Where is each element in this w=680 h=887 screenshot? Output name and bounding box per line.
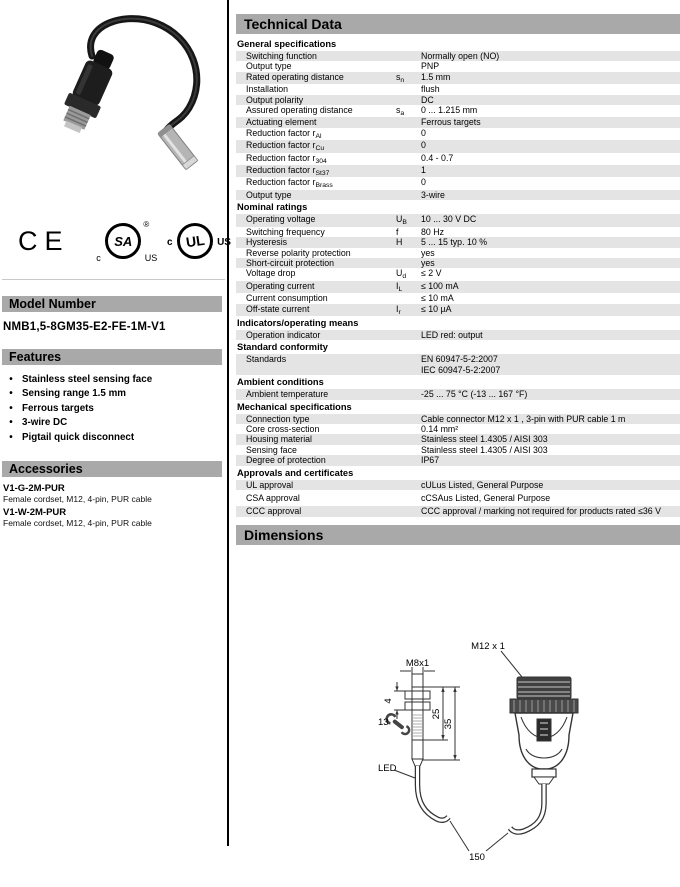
dimension-drawing [336, 637, 641, 887]
feature-bullet: • [9, 431, 13, 443]
spec-row [236, 153, 680, 165]
ul-c-label: c [166, 237, 173, 248]
spec-row [236, 493, 680, 503]
spec-row [236, 424, 680, 434]
csa-mark-icon [96, 220, 158, 263]
spec-label-subscript: St37 [315, 170, 330, 178]
feature-text: 3-wire DC [22, 417, 68, 429]
accessory-item [3, 483, 227, 504]
spec-label: Reduction factor $r_{Al}$ [246, 127, 322, 140]
spec-value: 0 [421, 127, 426, 138]
accessories-list [3, 483, 227, 528]
spec-label: Operating voltage [246, 214, 316, 225]
feature-item [0, 416, 227, 430]
spec-row [236, 506, 680, 516]
spec-group-header: Mechanical specifications [237, 401, 352, 412]
feature-item [0, 402, 227, 416]
spec-symbol-subscript: n [400, 76, 405, 84]
feature-text: Pigtail quick disconnect [22, 431, 135, 443]
dimensions-header: Dimensions [236, 525, 680, 545]
spec-row [236, 117, 680, 127]
spec-label: Reduction factor $r_{St37}$ [246, 165, 330, 178]
spec-label: CCC approval [246, 506, 302, 517]
spec-row [236, 248, 680, 258]
spec-symbol: f [396, 226, 399, 237]
dim-label-m12: M12 x 1 [471, 640, 505, 652]
features-list [0, 373, 227, 445]
accessory-item [3, 507, 227, 528]
dim-label-led: LED [378, 762, 397, 774]
spec-value: Normally open (NO) [421, 51, 500, 61]
spec-value: yes [421, 247, 435, 258]
separator [2, 279, 225, 280]
spec-value: 10 ... 30 V DC [421, 214, 477, 225]
spec-label: Housing material [246, 434, 313, 445]
spec-row [236, 190, 680, 200]
accessory-description: Female cordset, M12, 4-pin, PUR cable [3, 494, 152, 505]
spec-group-header: Indicators/operating means [237, 317, 359, 328]
spec-label: Assured operating distance [246, 105, 353, 116]
spec-value: CCC approval / marking not required for products rated ≤36 V [421, 506, 662, 517]
m12-connector [56, 45, 123, 137]
spec-label: Operation indicator [246, 329, 321, 340]
spec-value: LED red: output [421, 329, 483, 340]
model-number: NMB1,5-8GM35-E2-FE-1M-V1 [3, 321, 166, 333]
dim-label-13: 13 [378, 716, 389, 728]
spec-group-header: General specifications [237, 39, 337, 49]
spec-label-subscript: 304 [315, 157, 327, 165]
spec-row [236, 268, 680, 280]
dim-label-35: 35 [443, 718, 454, 730]
spec-label: Sensing face [246, 444, 297, 455]
ul-mark-icon [166, 223, 231, 259]
spec-value: ≤ 10 mA [421, 293, 454, 304]
spec-symbol: $I_r$ [396, 303, 401, 316]
spec-label: Output polarity [246, 94, 304, 105]
spec-value: 0.4 - 0.7 [421, 152, 454, 163]
spec-row [236, 237, 680, 247]
spec-label: CSA approval [246, 493, 300, 503]
spec-row [236, 414, 680, 424]
csa-registered-symbol: ® [143, 220, 150, 229]
feature-bullet: • [9, 374, 13, 385]
spec-value: ≤ 100 mA [421, 280, 459, 291]
spec-value: EN 60947-5-2:2007 IEC 60947-5-2:2007 [421, 354, 501, 375]
spec-label: Operating current [246, 280, 315, 291]
spec-label: Core cross-section [246, 423, 320, 434]
feature-bullet: • [9, 402, 13, 414]
spec-row [236, 434, 680, 444]
spec-label: Installation [246, 84, 289, 95]
spec-symbol-subscript: r [398, 308, 401, 316]
spec-label: Off-state current [246, 303, 310, 314]
spec-row [236, 304, 680, 316]
spec-label: Reverse polarity protection [246, 247, 351, 258]
technical-data-header: Technical Data [236, 14, 680, 34]
spec-group-header: Nominal ratings [237, 202, 308, 213]
wrench-icon [385, 712, 411, 735]
spec-row [236, 95, 680, 105]
spec-label: Rated operating distance [246, 71, 344, 82]
spec-label-subscript: Cu [315, 145, 325, 153]
spec-value: ≤ 10 µA [421, 303, 452, 314]
spec-value: 1 [421, 165, 426, 176]
feature-text: Sensing range 1.5 mm [22, 388, 126, 400]
spec-label: Output type [246, 61, 292, 72]
spec-value: PNP [421, 61, 440, 72]
spec-label: Switching function [246, 51, 317, 61]
dim-label-m8: M8x1 [405, 657, 430, 669]
csa-c-label: c [96, 253, 101, 263]
spec-symbol: $s_n$ [396, 71, 405, 84]
spec-label: Ambient temperature [246, 389, 329, 400]
spec-value: -25 ... 75 °C (-13 ... 167 °F) [421, 389, 528, 400]
spec-group-header: Ambient conditions [237, 377, 324, 388]
spec-row [236, 455, 680, 465]
accessory-name: V1-W-2M-PUR [3, 507, 67, 519]
spec-value: cCSAus Listed, General Purpose [421, 493, 551, 503]
spec-value: flush [421, 84, 440, 95]
feature-bullet: • [9, 417, 13, 429]
csa-monogram: SA [114, 233, 133, 249]
spec-row [236, 140, 680, 152]
spec-group-header: Standard conformity [237, 342, 328, 353]
spec-value: 80 Hz [421, 226, 444, 237]
spec-symbol: $U_B$ [396, 214, 407, 227]
csa-us-label: US [144, 253, 158, 263]
spec-row [236, 293, 680, 303]
spec-label: Voltage drop [246, 268, 296, 279]
feature-item [0, 373, 227, 387]
spec-value: 5 ... 15 typ. 10 % [421, 237, 488, 248]
spec-value: 3-wire [421, 189, 445, 200]
accessories-header: Accessories [2, 461, 222, 477]
spec-label: Hysteresis [246, 237, 288, 248]
spec-row [236, 330, 680, 340]
features-header: Features [2, 349, 222, 365]
spec-label: Output type [246, 189, 292, 200]
spec-symbol-subscript: d [402, 273, 407, 281]
spec-row [236, 165, 680, 177]
spec-value: yes [421, 257, 435, 268]
spec-row [236, 258, 680, 268]
accessory-name: V1-G-2M-PUR [3, 483, 65, 495]
spec-label: Short-circuit protection [246, 257, 335, 268]
spec-label: Reduction factor $r_{Brass}$ [246, 177, 333, 190]
spec-value: 0 ... 1.215 mm [421, 105, 478, 116]
feature-text: Ferrous targets [22, 402, 94, 414]
spec-row [236, 214, 680, 226]
spec-symbol-subscript: L [398, 285, 403, 293]
model-number-header: Model Number [2, 296, 222, 312]
spec-row [236, 177, 680, 189]
spec-label: Reduction factor $r_{304}$ [246, 152, 327, 165]
right-column [236, 0, 680, 863]
spec-row [236, 128, 680, 140]
spec-symbol: $s_a$ [396, 105, 405, 118]
spec-row [236, 72, 680, 84]
spec-value: IP67 [421, 455, 440, 466]
sensor-barrel [158, 124, 198, 169]
spec-label: Current consumption [246, 293, 328, 304]
column-divider [227, 0, 229, 846]
spec-row [236, 281, 680, 293]
spec-row [236, 389, 680, 399]
feature-item [0, 387, 227, 401]
spec-row [236, 51, 680, 61]
spec-label: UL approval [246, 479, 294, 490]
spec-label: Switching frequency [246, 226, 325, 237]
spec-group-header: Approvals and certificates [237, 467, 354, 478]
spec-label: Degree of protection [246, 455, 326, 466]
spec-row [236, 84, 680, 94]
spec-symbol: $U_d$ [396, 268, 407, 281]
dimension-drawing-image [336, 637, 641, 882]
spec-value: 1.5 mm [421, 71, 451, 82]
product-photo-image [8, 4, 218, 194]
left-column [0, 0, 231, 846]
spec-row [236, 354, 680, 375]
spec-value: DC [421, 94, 434, 105]
spec-value: 0.14 mm² [421, 423, 459, 434]
accessory-description: Female cordset, M12, 4-pin, PUR cable [3, 518, 152, 529]
spec-label-subscript: Brass [315, 182, 333, 190]
spec-symbol-subscript: a [400, 110, 405, 118]
certification-marks [18, 213, 231, 269]
spec-symbol: H [396, 237, 403, 248]
spec-value: ≤ 2 V [421, 268, 442, 279]
spec-value: 0 [421, 177, 426, 188]
spec-value: cULus Listed, General Purpose [421, 479, 544, 490]
ul-us-label: US [217, 237, 231, 248]
dim-label-150: 150 [469, 851, 485, 863]
feature-text: Stainless steel sensing face [22, 374, 153, 385]
spec-symbol-subscript: B [402, 219, 407, 227]
spec-row [236, 105, 680, 117]
ce-mark-icon: CE [18, 225, 70, 256]
feature-bullet: • [9, 388, 13, 400]
spec-value: Stainless steel 1.4305 / AISI 303 [421, 434, 548, 445]
spec-label-subscript: Al [315, 132, 322, 140]
spec-table [236, 37, 680, 517]
spec-value: 0 [421, 140, 426, 151]
spec-value: Stainless steel 1.4305 / AISI 303 [421, 444, 548, 455]
dim-label-25: 25 [431, 708, 442, 720]
spec-value: Cable connector M12 x 1 , 3-pin with PUR cable 1 m [421, 413, 626, 424]
feature-item [0, 431, 227, 445]
spec-label: Reduction factor $r_{Cu}$ [246, 140, 325, 153]
spec-label: Actuating element [246, 117, 317, 128]
dim-label-4: 4 [383, 698, 394, 704]
spec-label: Standards [246, 354, 287, 365]
product-photo [8, 4, 221, 199]
spec-row [236, 227, 680, 237]
spec-label: Connection type [246, 413, 310, 424]
spec-symbol: $I_L$ [396, 280, 403, 293]
spec-row [236, 480, 680, 490]
ul-monogram: UL [184, 231, 206, 251]
spec-value: Ferrous targets [421, 117, 481, 128]
spec-row [236, 445, 680, 455]
spec-row [236, 61, 680, 71]
